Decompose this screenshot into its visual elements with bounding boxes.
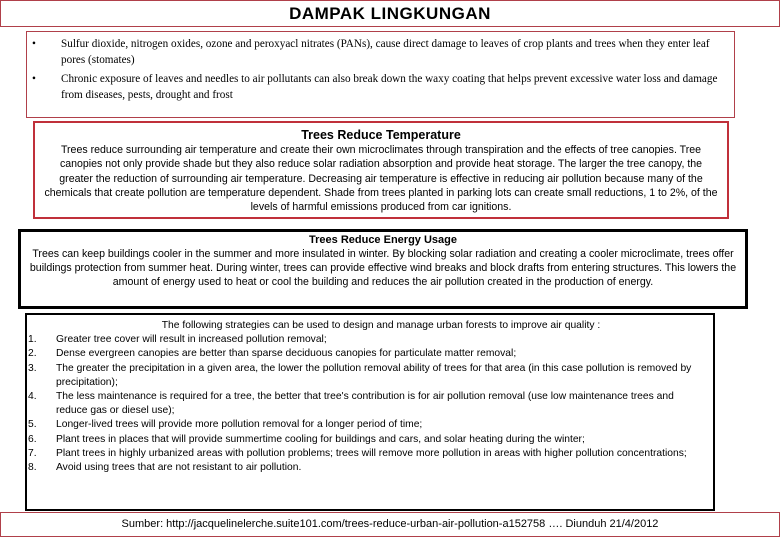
temperature-heading: Trees Reduce Temperature <box>301 128 461 142</box>
strategy-number: 5. <box>28 419 37 431</box>
strategy-text: Longer-lived trees will provide more pollution removal for a longer period of time; <box>56 419 423 431</box>
strategy-text: Dense evergreen canopies are better than sparse deciduous canopies for particulate matter removal; <box>56 348 517 360</box>
strategy-item <box>2 418 705 432</box>
temperature-box <box>33 121 729 219</box>
strategy-item <box>2 461 705 475</box>
strategy-number: 2. <box>28 348 37 360</box>
bullet-icon: • <box>32 73 36 85</box>
bullet-item <box>27 71 724 103</box>
bullet-item <box>27 36 724 68</box>
strategy-item <box>2 333 705 347</box>
strategy-text: Plant trees in places that will provide summertime cooling for buildings and cars, and solar heating during the winter; <box>56 433 585 445</box>
strategy-text: Plant trees in highly urbanized areas with pollution problems; trees will remove more pollution in areas with higher pollution concentrations; <box>56 447 687 459</box>
temperature-body: Trees reduce surrounding air temperature and create their own microclimates through transpiration and the effects of tree canopies. Tree canopies not only provide shade but they also reduce solar radiation absorption and provide heat storage. The larger the tree canopy, the greater the reduction of surrounding air temperature. Decreasing air temperature is effective in reducing air pollution because many of the chemicals that create pollution are temperature dependent. Shade from trees planted in parking lots can create small reductions, 1 to 2%, of the levels of harmful emissions produced from car ignitions. <box>44 144 718 214</box>
strategy-item <box>2 433 705 447</box>
strategy-text: Avoid using trees that are not resistant to air pollution. <box>56 462 302 474</box>
bullet-icon: • <box>32 38 36 50</box>
energy-heading: Trees Reduce Energy Usage <box>309 234 457 246</box>
strategy-number: 6. <box>28 433 37 445</box>
strategy-number: 7. <box>28 447 37 459</box>
strategy-text: Greater tree cover will result in increased pollution removal; <box>56 334 327 346</box>
strategy-number: 3. <box>28 362 37 374</box>
source-citation: Sumber: http://jacquelinelerche.suite101.com/trees-reduce-urban-air-pollution-a152758 …. Diunduh 21/4/2012 <box>0 512 780 537</box>
energy-box <box>18 229 748 309</box>
strategy-item <box>2 362 705 390</box>
strategy-item <box>2 347 705 361</box>
strategy-text: The greater the precipitation in a given area, the lower the pollution removal ability of trees for that area (in this case pollution is removed by precipitation); <box>56 362 692 388</box>
strategy-item <box>2 447 705 461</box>
strategy-number: 8. <box>28 462 37 474</box>
strategy-text: The less maintenance is required for a tree, the better that tree's contribution is for air pollution removal (use low maintenance trees and reduce gas or diesel use); <box>56 391 674 417</box>
strategy-item <box>2 390 705 418</box>
strategy-number: 4. <box>28 391 37 403</box>
bullet-text: Chronic exposure of leaves and needles to air pollutants can also break down the waxy coating that helps prevent excessive water loss and damage from diseases, pests, drought and frost <box>61 73 718 101</box>
strategies-box <box>25 313 715 511</box>
bullet-text: Sulfur dioxide, nitrogen oxides, ozone and peroxyacl nitrates (PANs), cause direct damage to leaves of crop plants and trees when they enter leaf pores (stomates) <box>61 38 710 66</box>
pollution-effects-box <box>26 31 735 118</box>
page-title: DAMPAK LINGKUNGAN <box>0 0 780 27</box>
strategies-intro: The following strategies can be used to design and manage urban forests to improve air quality : <box>161 320 601 331</box>
energy-body: Trees can keep buildings cooler in the summer and more insulated in winter. By blocking solar radiation and creating a cooler microclimate, trees offer buildings protection from summer heat. During winter, trees can provide effective wind breaks and block drafts from entering structures. This lowers the amount of energy used to heat or cool the building and reduces the air pollution created in the production of energy. <box>29 248 737 289</box>
strategy-number: 1. <box>28 334 37 346</box>
